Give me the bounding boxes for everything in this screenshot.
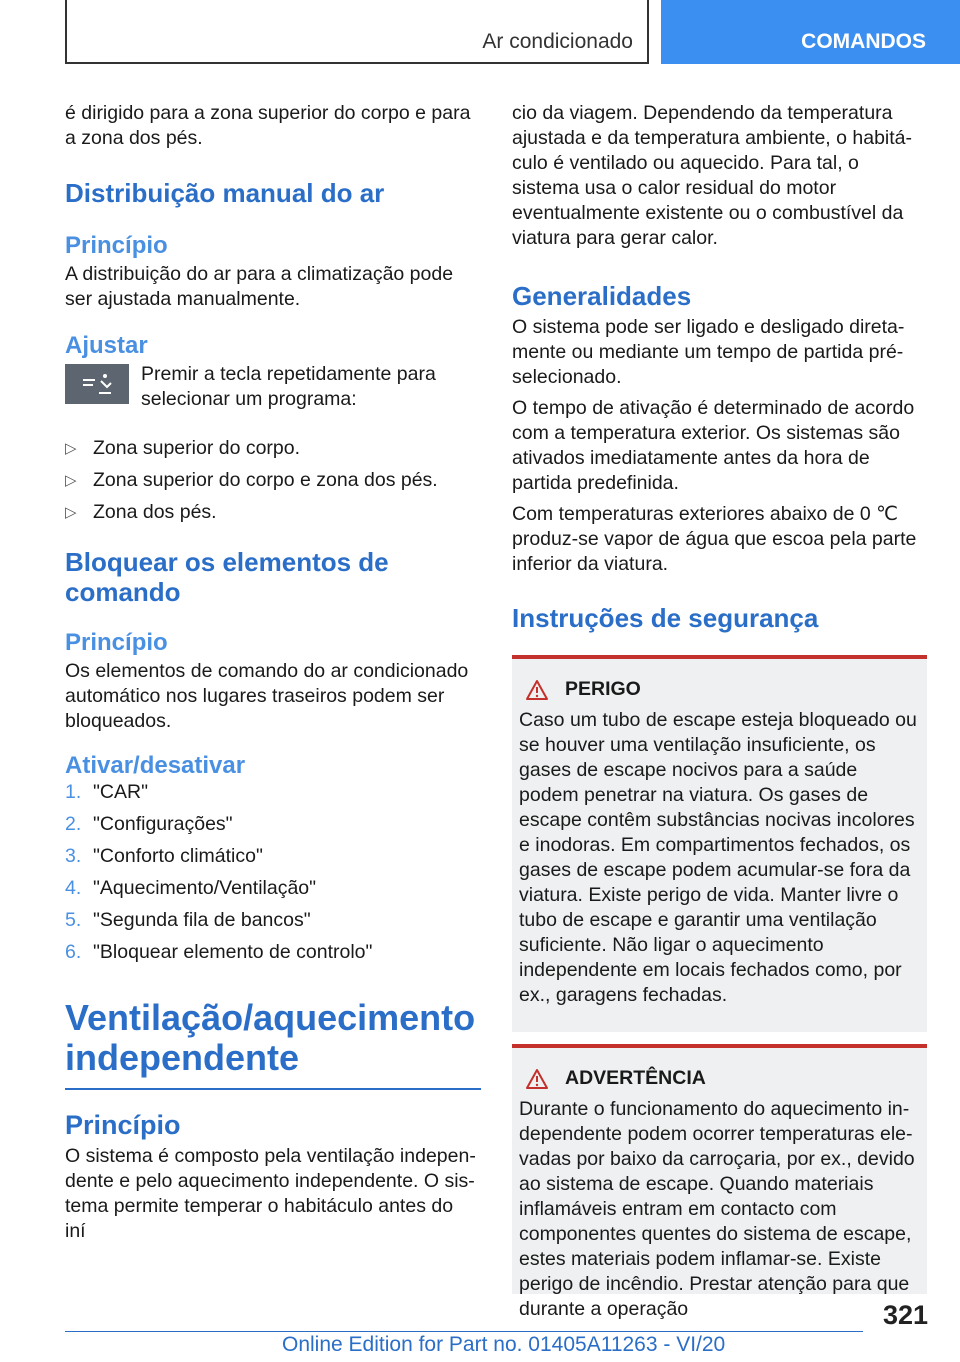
triangle-bullet-icon: ▷ bbox=[65, 472, 77, 489]
general-paragraph: Com temperaturas exteriores abaixo de 0 ℃ produz-se vapor de água que escoa pela parte inferior da viatura. bbox=[512, 503, 917, 575]
danger-title bbox=[519, 677, 920, 702]
edition-footer: Online Edition for Part no. 01405A11263 - VI/20 bbox=[282, 1333, 726, 1356]
adjust-row bbox=[65, 362, 481, 412]
steps-list bbox=[65, 780, 481, 972]
header-box bbox=[65, 0, 649, 64]
list-item: 1. "CAR" bbox=[65, 781, 149, 803]
warning-title bbox=[519, 1066, 920, 1091]
list-item: 4. "Aquecimento/Ventilação" bbox=[65, 877, 317, 899]
list-item: ▷ Zona dos pés. bbox=[65, 501, 217, 523]
warning-triangle-icon bbox=[525, 679, 549, 701]
list-item: 5. "Segunda fila de bancos" bbox=[65, 909, 311, 931]
heading-principle: Princípio bbox=[65, 629, 168, 656]
danger-text: Caso um tubo de escape esteja bloqueado ou se houver uma ventilação insuficiente, os gases de escape nocivos para a saúde podem penetrar na viatura. Os gases de escape contêm substâncias nocivas incolores e inodoras. Em compartimentos fechados, os gases de escape podem acumular-se fora da viatura. Existe perigo de vida. Manter livre o tubo de escape e garantir uma ventilação suficiente. Não ligar o aquecimento independente em locais fechados como, por ex., garagens fechadas. bbox=[519, 709, 917, 1006]
principle-text: O sistema é composto pela ventilação independente e pelo aquecimento independente. O sistema permite temperar o habitáculo antes do iní bbox=[65, 1145, 476, 1242]
heading-adjust: Ajustar bbox=[65, 332, 148, 359]
chapter-tab[interactable] bbox=[661, 0, 960, 64]
intro-text: é dirigido para a zona superior do corpo e para a zona dos pés. bbox=[65, 102, 471, 149]
left-column bbox=[65, 101, 481, 1244]
list-item: ▷ Zona superior do corpo e zona dos pés. bbox=[65, 469, 438, 491]
warning-text: Durante o funcionamento do aquecimento independente podem ocorrer temperaturas elevadas por baixo da carroçaria, por ex., devido ao sistema de escape. Quando materiais inflamáveis entram em contacto com componentes quentes do sistema de escape, estes materiais podem inflamar-se. Existe perigo de incêndio. Prestar atenção para que durante a operação bbox=[519, 1098, 915, 1320]
heading-activate: Ativar/desativar bbox=[65, 752, 246, 779]
adjust-text: Premir a tecla repetidamente para selecionar um programa: bbox=[141, 363, 436, 410]
heading-lock-controls: Bloquear os elementos de comando bbox=[65, 547, 389, 607]
list-item: 2. "Configurações" bbox=[65, 813, 233, 835]
heading-general: Generalidades bbox=[512, 281, 692, 311]
danger-label: PERIGO bbox=[565, 678, 641, 700]
heading-manual-distribution: Distribuição manual do ar bbox=[65, 178, 385, 208]
principle-text: Os elementos de comando do ar condicionado automático nos lugares traseiros podem ser bloqueados. bbox=[65, 660, 469, 732]
list-item: 6. "Bloquear elemento de controlo" bbox=[65, 941, 373, 963]
general-paragraph: O tempo de ativação é determinado de acordo com a temperatura exterior. Os sistemas são ativados imediatamente antes da hora de partida predefinida. bbox=[512, 397, 915, 494]
heading-ventilation-heating: Ventilação/aquecimento independente bbox=[65, 997, 476, 1078]
air-distribution-key-icon bbox=[65, 364, 129, 404]
page-number: 321 bbox=[882, 1300, 928, 1330]
continued-text: cio da viagem. Dependendo da temperatura ajustada e da temperatura ambiente, o habitáculo é ventilado ou aquecido. Para tal, o sistema usa o calor residual do motor eventualmente existente ou o combustível da viatura para gerar calor. bbox=[512, 102, 913, 249]
footer-divider bbox=[65, 1331, 863, 1332]
heading-principle: Princípio bbox=[65, 232, 168, 259]
principle-text: A distribuição do ar para a climatização pode ser ajustada manualmente. bbox=[65, 263, 454, 310]
heading-principle: Princípio bbox=[65, 1110, 181, 1140]
warning-triangle-icon bbox=[525, 1068, 549, 1090]
triangle-bullet-icon: ▷ bbox=[65, 504, 77, 521]
general-paragraph: O sistema pode ser ligado e desligado diretamente ou mediante um tempo de partida pré-selecionado. bbox=[512, 316, 905, 388]
triangle-bullet-icon: ▷ bbox=[65, 440, 77, 457]
heading-safety: Instruções de segurança bbox=[512, 603, 819, 633]
section-title: Ar condicionado bbox=[482, 30, 633, 53]
list-item: ▷ Zona superior do corpo. bbox=[65, 437, 301, 459]
danger-box bbox=[512, 655, 927, 1032]
warning-label: ADVERTÊNCIA bbox=[565, 1067, 706, 1089]
list-item: 3. "Conforto climático" bbox=[65, 845, 263, 867]
chapter-tab-label: COMANDOS bbox=[801, 30, 926, 53]
